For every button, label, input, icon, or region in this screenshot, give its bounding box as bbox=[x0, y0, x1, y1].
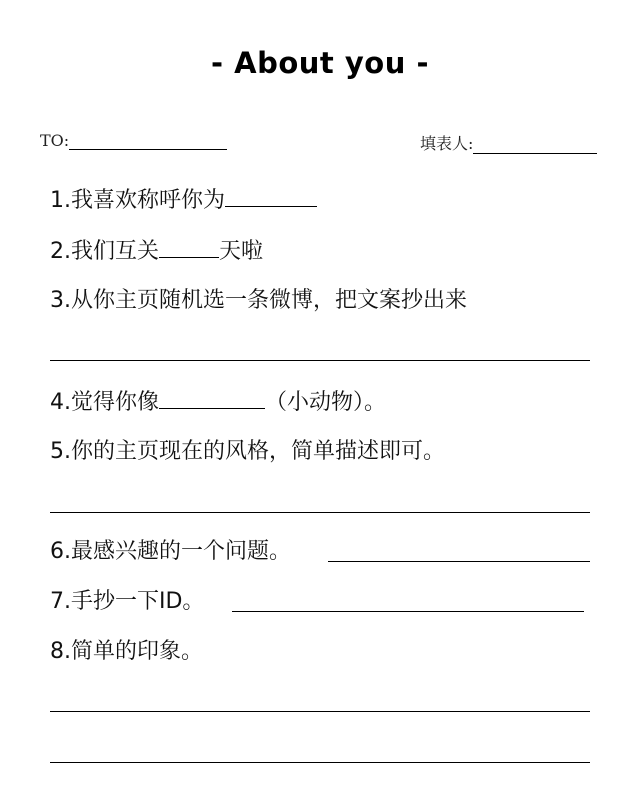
question-2 bbox=[50, 237, 263, 266]
question-text: 我们互关 bbox=[71, 239, 160, 264]
question-number: 4. bbox=[50, 390, 71, 415]
answer-blank[interactable] bbox=[225, 186, 317, 207]
question-4 bbox=[50, 388, 386, 417]
question-1 bbox=[50, 186, 317, 215]
question-text: 手抄一下ID。 bbox=[71, 589, 205, 614]
to-label: TO: bbox=[40, 131, 70, 150]
question-number: 1. bbox=[50, 188, 71, 213]
question-6 bbox=[50, 538, 291, 566]
filler-line[interactable] bbox=[473, 137, 597, 154]
question-text-suffix: 天啦 bbox=[219, 239, 264, 264]
question-text: 从你主页随机选一条微博，把文案抄出来 bbox=[71, 288, 468, 313]
to-field bbox=[40, 131, 227, 150]
question-number: 3. bbox=[50, 288, 71, 313]
answer-line[interactable] bbox=[232, 611, 584, 612]
answer-blank[interactable] bbox=[159, 388, 265, 409]
answer-line[interactable] bbox=[50, 711, 590, 712]
question-number: 6. bbox=[50, 539, 71, 564]
question-5 bbox=[50, 438, 445, 466]
answer-line[interactable] bbox=[50, 360, 590, 361]
question-3 bbox=[50, 287, 467, 315]
answer-line[interactable] bbox=[328, 561, 590, 562]
question-text: 简单的印象。 bbox=[71, 639, 204, 664]
question-text-suffix: （小动物）。 bbox=[265, 390, 387, 415]
question-8 bbox=[50, 638, 203, 666]
answer-line[interactable] bbox=[50, 762, 590, 763]
question-number: 8. bbox=[50, 639, 71, 664]
answer-blank[interactable] bbox=[159, 237, 219, 258]
answer-line[interactable] bbox=[50, 512, 590, 513]
to-line[interactable] bbox=[69, 133, 227, 150]
question-7 bbox=[50, 588, 204, 616]
page-title: - About you - bbox=[211, 46, 429, 80]
question-text: 觉得你像 bbox=[71, 390, 160, 415]
question-text: 你的主页现在的风格，简单描述即可。 bbox=[71, 439, 446, 464]
question-number: 2. bbox=[50, 239, 71, 264]
question-text: 我喜欢称呼你为 bbox=[71, 188, 226, 213]
question-number: 7. bbox=[50, 589, 71, 614]
filler-label: 填表人: bbox=[420, 134, 474, 153]
filler-field bbox=[420, 131, 597, 154]
question-number: 5. bbox=[50, 439, 71, 464]
question-text: 最感兴趣的一个问题。 bbox=[71, 539, 292, 564]
